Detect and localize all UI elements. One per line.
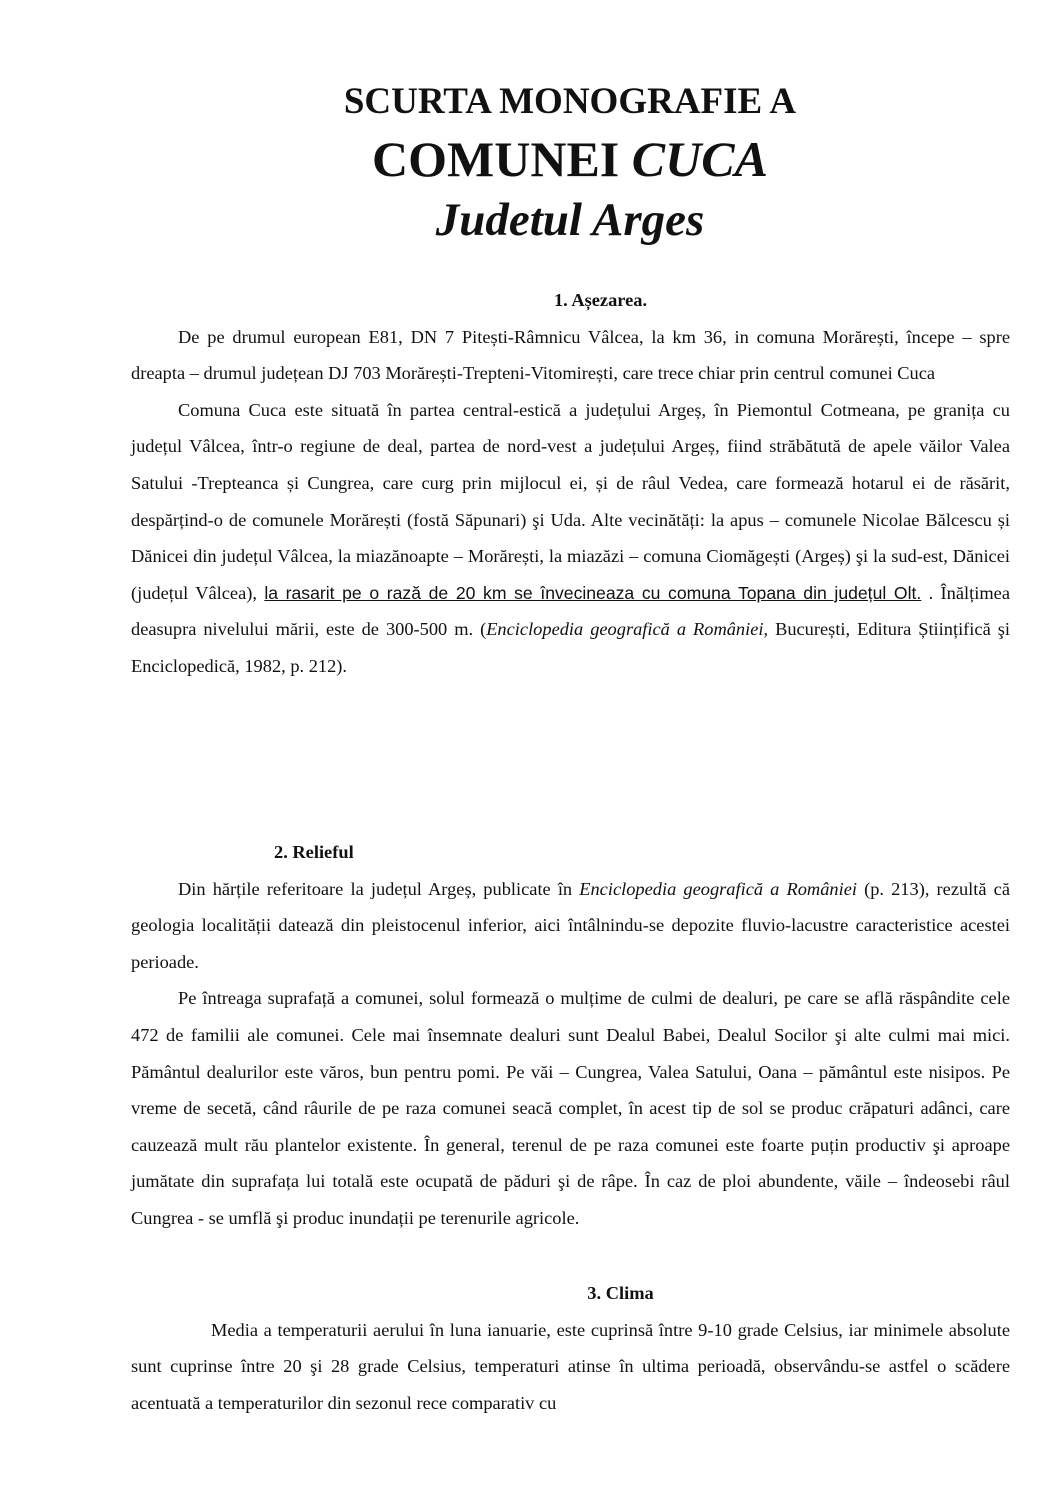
title-line-2-italic: CUCA — [631, 131, 768, 187]
paragraph: Media a temperaturii aerului în luna ianuarie, este cuprinsă între 9-10 grade Celsius, iar minimele absolute sunt cuprinse între 20 şi 28 grade Celsius, temperaturi atinse în ultima perioadă, observându-se astfel o scădere acentuată a temperaturilor din sezonul rece comparativ cu — [131, 1319, 1010, 1413]
title-line-1: SCURTA MONOGRAFIE A — [343, 81, 797, 122]
text-run: (p. 213), rezultă că geologia localității datează din pleistocenul inferior, aici întâlnindu-se depozite fluvio-lacustre caracteristice acestei perioade. — [131, 878, 1010, 972]
text-run: Comuna Cuca este situată în partea central-estică a județului Argeș, în Piemontul Cotmeana, pe granița cu județul Vâlcea, într-o regiune de deal, partea de nord-vest a județului Argeș, fiind străbătută de apele văilor Valea Satului -Trepteanca și Cungrea, care curg prin mijlocul ei, și de râul Vedea, care formează hotarul ei de răsărit, despărțind-o de comunele Morărești (fostă Săpunari) şi Uda. Alte vecinătăți: la apus – comunele Nicolae Bălcescu și Dănicei din județul Vâlcea, la miazănoapte – Morărești, la miazăzi – comuna Ciomăgești (Argeș) şi la sud-est, Dănicei (județul Vâlcea), — [131, 399, 1010, 603]
paragraph — [131, 871, 1010, 981]
paragraph — [131, 392, 1010, 685]
text-run: București, Editura Științifică şi Enciclopedică, 1982, p. 212). — [131, 619, 1010, 676]
section-clima — [131, 1275, 1010, 1421]
section-asezarea — [131, 282, 1010, 685]
section-heading: 2. Relieful — [274, 842, 354, 862]
title-line-2-plain: COMUNEI — [372, 131, 632, 187]
section-relieful — [131, 834, 1010, 1237]
paragraph: Pe întreaga suprafață a comunei, solul formează o mulțime de culmi de dealuri, pe care se află răspândite cele 472 de familii ale comunei. Cele mai însemnate dealuri sunt Dealul Babei, Dealul Socilor şi alte culmi mai mici. Pământul dealurilor este văros, bun pentru pomi. Pe văi – Cungrea, Valea Satului, Oana – pământul este nisipos. Pe vreme de secetă, când râurile de pe raza comunei seacă complet, în acest tip de sol se produc crăpaturi adânci, care cauzează mult rău plantelor existente. În general, terenul de pe raza comunei este foarte puțin productiv şi aproape jumătate din suprafața lui totală este ocupată de păduri şi de râpe. În caz de ploi abundente, văile – îndeosebi râul Cungrea - se umflă şi produc inundații pe terenurile agricole. — [131, 988, 1010, 1228]
underlined-text: la rasarit pe o rază de 20 km se învecineaza cu comuna Topana din județul Olt. — [264, 582, 922, 603]
citation-italic: Enciclopedia geografică a României, — [486, 619, 769, 640]
title-line-3: Judetul Arges — [435, 194, 705, 246]
title-line-2 — [0, 130, 1060, 188]
section-heading: 1. Așezarea. — [553, 290, 648, 310]
paragraph: De pe drumul european E81, DN 7 Pitești-Râmnicu Vâlcea, la km 36, in comuna Morărești, începe – spre dreapta – drumul județean DJ 703 Morărești-Trepteni-Vitomirești, care trece chiar prin centrul comunei Cuca — [131, 326, 1010, 384]
citation-italic: Enciclopedia geografică a României — [579, 878, 857, 899]
section-heading: 3. Clima — [587, 1283, 654, 1303]
text-run: Din hărțile referitoare la județul Argeș, publicate în — [178, 878, 580, 899]
text-run: . Înălțimea deasupra nivelului mării, este de 300-500 m. ( — [131, 582, 1011, 640]
